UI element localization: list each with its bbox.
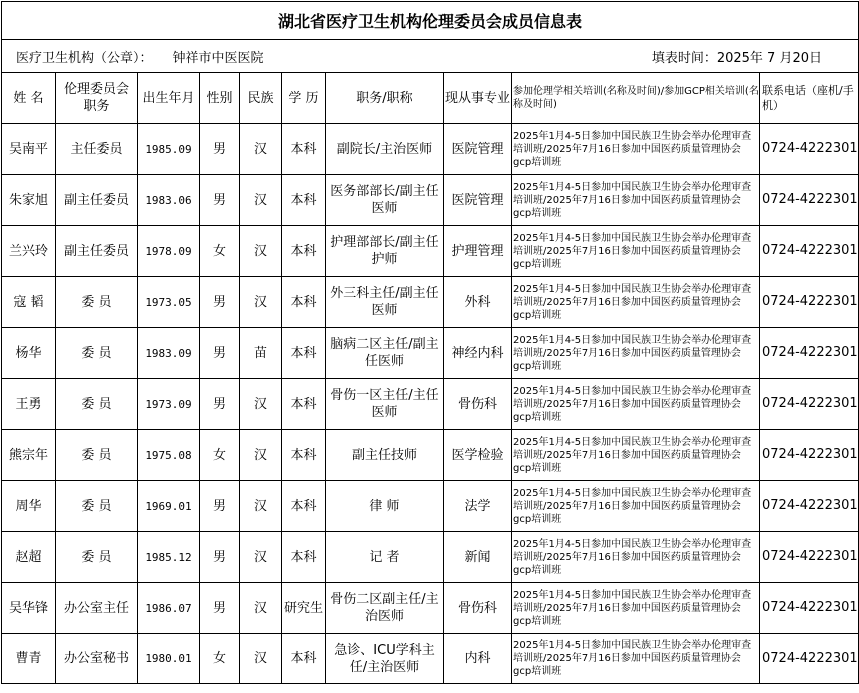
cell-gender: 女 — [200, 226, 240, 277]
cell-birth: 1985.12 — [138, 532, 200, 583]
table-row — [2, 430, 859, 481]
cell-position: 骨伤一区主任/主任医师 — [326, 379, 444, 430]
cell-specialty: 外科 — [444, 277, 512, 328]
cell-name: 杨华 — [2, 328, 56, 379]
cell-education: 本科 — [282, 379, 326, 430]
cell-education: 研究生 — [282, 583, 326, 634]
cell-birth: 1983.09 — [138, 328, 200, 379]
cell-position: 脑病二区主任/副主任医师 — [326, 328, 444, 379]
cell-gender: 男 — [200, 328, 240, 379]
cell-phone: 0724-4222301 — [760, 481, 859, 532]
table-row — [2, 328, 859, 379]
cell-role: 委 员 — [56, 481, 138, 532]
table-row — [2, 634, 859, 684]
cell-education: 本科 — [282, 175, 326, 226]
cell-name: 曹青 — [2, 634, 56, 684]
page-title: 湖北省医疗卫生机构伦理委员会成员信息表 — [2, 2, 859, 40]
cell-phone: 0724-4222301 — [760, 277, 859, 328]
cell-phone: 0724-4222301 — [760, 379, 859, 430]
cell-education: 本科 — [282, 328, 326, 379]
cell-name: 吴南平 — [2, 124, 56, 175]
header-name: 姓 名 — [2, 73, 56, 124]
cell-gender: 女 — [200, 634, 240, 684]
cell-specialty: 骨伤科 — [444, 379, 512, 430]
cell-position: 护理部部长/副主任护师 — [326, 226, 444, 277]
cell-role: 副主任委员 — [56, 226, 138, 277]
cell-role: 委 员 — [56, 532, 138, 583]
cell-role: 办公室秘书 — [56, 634, 138, 684]
cell-specialty: 内科 — [444, 634, 512, 684]
cell-name: 兰兴玲 — [2, 226, 56, 277]
cell-ethnicity: 汉 — [240, 634, 282, 684]
cell-phone: 0724-4222301 — [760, 430, 859, 481]
header-birth: 出生年月 — [138, 73, 200, 124]
cell-education: 本科 — [282, 532, 326, 583]
cell-ethnicity: 汉 — [240, 175, 282, 226]
cell-specialty: 法学 — [444, 481, 512, 532]
cell-gender: 男 — [200, 532, 240, 583]
table-row — [2, 175, 859, 226]
table-row — [2, 532, 859, 583]
cell-training: 2025年1月4-5日参加中国民族卫生协会举办伦理审查培训班/2025年7月16日参加中国医药质量管理协会gcp培训班 — [512, 430, 760, 481]
cell-ethnicity: 汉 — [240, 583, 282, 634]
header-role: 伦理委员会 职务 — [56, 73, 138, 124]
cell-specialty: 护理管理 — [444, 226, 512, 277]
cell-training: 2025年1月4-5日参加中国民族卫生协会举办伦理审查培训班/2025年7月16日参加中国医药质量管理协会gcp培训班 — [512, 277, 760, 328]
cell-position: 记 者 — [326, 532, 444, 583]
cell-ethnicity: 汉 — [240, 277, 282, 328]
cell-training: 2025年1月4-5日参加中国民族卫生协会举办伦理审查培训班/2025年7月16日参加中国医药质量管理协会gcp培训班 — [512, 124, 760, 175]
cell-birth: 1973.09 — [138, 379, 200, 430]
cell-role: 副主任委员 — [56, 175, 138, 226]
header-training: 参加伦理学相关培训(名称及时间)/参加GCP相关培训(名称及时间) — [512, 73, 760, 124]
cell-role: 办公室主任 — [56, 583, 138, 634]
table-row — [2, 277, 859, 328]
cell-name: 寇 韬 — [2, 277, 56, 328]
table-row — [2, 379, 859, 430]
cell-training: 2025年1月4-5日参加中国民族卫生协会举办伦理审查培训班/2025年7月16日参加中国医药质量管理协会gcp培训班 — [512, 328, 760, 379]
cell-specialty: 神经内科 — [444, 328, 512, 379]
cell-phone: 0724-4222301 — [760, 175, 859, 226]
table-row — [2, 481, 859, 532]
header-ethnicity: 民族 — [240, 73, 282, 124]
cell-training: 2025年1月4-5日参加中国民族卫生协会举办伦理审查培训班/2025年7月16日参加中国医药质量管理协会gcp培训班 — [512, 583, 760, 634]
cell-ethnicity: 汉 — [240, 532, 282, 583]
cell-gender: 男 — [200, 175, 240, 226]
cell-name: 王勇 — [2, 379, 56, 430]
cell-position: 副院长/主治医师 — [326, 124, 444, 175]
cell-specialty: 医院管理 — [444, 124, 512, 175]
cell-phone: 0724-4222301 — [760, 226, 859, 277]
table-header-row — [2, 73, 859, 124]
cell-position: 外三科主任/副主任医师 — [326, 277, 444, 328]
cell-gender: 男 — [200, 481, 240, 532]
cell-ethnicity: 汉 — [240, 124, 282, 175]
org-name: 钟祥市中医医院 — [172, 50, 264, 66]
cell-training: 2025年1月4-5日参加中国民族卫生协会举办伦理审查培训班/2025年7月16日参加中国医药质量管理协会gcp培训班 — [512, 226, 760, 277]
cell-name: 周华 — [2, 481, 56, 532]
cell-birth: 1985.09 — [138, 124, 200, 175]
cell-training: 2025年1月4-5日参加中国民族卫生协会举办伦理审查培训班/2025年7月16日参加中国医药质量管理协会gcp培训班 — [512, 634, 760, 684]
member-table — [1, 1, 859, 684]
cell-specialty: 医学检验 — [444, 430, 512, 481]
cell-birth: 1969.01 — [138, 481, 200, 532]
cell-phone: 0724-4222301 — [760, 328, 859, 379]
cell-training: 2025年1月4-5日参加中国民族卫生协会举办伦理审查培训班/2025年7月16日参加中国医药质量管理协会gcp培训班 — [512, 532, 760, 583]
cell-education: 本科 — [282, 634, 326, 684]
table-row — [2, 226, 859, 277]
header-position: 职务/职称 — [326, 73, 444, 124]
cell-birth: 1975.08 — [138, 430, 200, 481]
cell-gender: 女 — [200, 430, 240, 481]
cell-gender: 男 — [200, 583, 240, 634]
cell-training: 2025年1月4-5日参加中国民族卫生协会举办伦理审查培训班/2025年7月16日参加中国医药质量管理协会gcp培训班 — [512, 481, 760, 532]
cell-position: 急诊、ICU学科主任/主治医师 — [326, 634, 444, 684]
cell-name: 吴华锋 — [2, 583, 56, 634]
cell-role: 委 员 — [56, 277, 138, 328]
member-info-sheet — [1, 1, 858, 691]
cell-position: 副主任技师 — [326, 430, 444, 481]
header-gender: 性别 — [200, 73, 240, 124]
cell-education: 本科 — [282, 481, 326, 532]
cell-role: 主任委员 — [56, 124, 138, 175]
cell-position: 骨伤二区副主任/主治医师 — [326, 583, 444, 634]
cell-phone: 0724-4222301 — [760, 583, 859, 634]
cell-gender: 男 — [200, 379, 240, 430]
cell-education: 本科 — [282, 277, 326, 328]
cell-education: 本科 — [282, 430, 326, 481]
info-bar — [2, 40, 859, 73]
cell-ethnicity: 汉 — [240, 226, 282, 277]
table-row — [2, 583, 859, 634]
cell-role: 委 员 — [56, 379, 138, 430]
header-phone: 联系电话（座机/手机） — [760, 73, 859, 124]
header-education: 学 历 — [282, 73, 326, 124]
cell-ethnicity: 汉 — [240, 379, 282, 430]
cell-gender: 男 — [200, 124, 240, 175]
cell-role: 委 员 — [56, 328, 138, 379]
cell-specialty: 新闻 — [444, 532, 512, 583]
cell-ethnicity: 汉 — [240, 430, 282, 481]
cell-ethnicity: 苗 — [240, 328, 282, 379]
cell-position: 医务部部长/副主任医师 — [326, 175, 444, 226]
cell-specialty: 医院管理 — [444, 175, 512, 226]
cell-specialty: 骨伤科 — [444, 583, 512, 634]
cell-birth: 1978.09 — [138, 226, 200, 277]
cell-training: 2025年1月4-5日参加中国民族卫生协会举办伦理审查培训班/2025年7月16日参加中国医药质量管理协会gcp培训班 — [512, 175, 760, 226]
cell-phone: 0724-4222301 — [760, 532, 859, 583]
cell-birth: 1983.06 — [138, 175, 200, 226]
org-label: 医疗卫生机构（公章）： — [16, 50, 153, 66]
cell-position: 律 师 — [326, 481, 444, 532]
cell-ethnicity: 汉 — [240, 481, 282, 532]
cell-birth: 1973.05 — [138, 277, 200, 328]
cell-birth: 1986.07 — [138, 583, 200, 634]
cell-role: 委 员 — [56, 430, 138, 481]
cell-phone: 0724-4222301 — [760, 124, 859, 175]
cell-name: 朱家旭 — [2, 175, 56, 226]
fill-date: 填表时间：2025年 7 月20日 — [651, 50, 823, 66]
cell-name: 赵超 — [2, 532, 56, 583]
cell-training: 2025年1月4-5日参加中国民族卫生协会举办伦理审查培训班/2025年7月16日参加中国医药质量管理协会gcp培训班 — [512, 379, 760, 430]
table-row — [2, 124, 859, 175]
cell-gender: 男 — [200, 277, 240, 328]
cell-name: 熊宗年 — [2, 430, 56, 481]
cell-phone: 0724-4222301 — [760, 634, 859, 684]
header-specialty: 现从事专业 — [444, 73, 512, 124]
cell-education: 本科 — [282, 124, 326, 175]
cell-birth: 1980.01 — [138, 634, 200, 684]
cell-education: 本科 — [282, 226, 326, 277]
